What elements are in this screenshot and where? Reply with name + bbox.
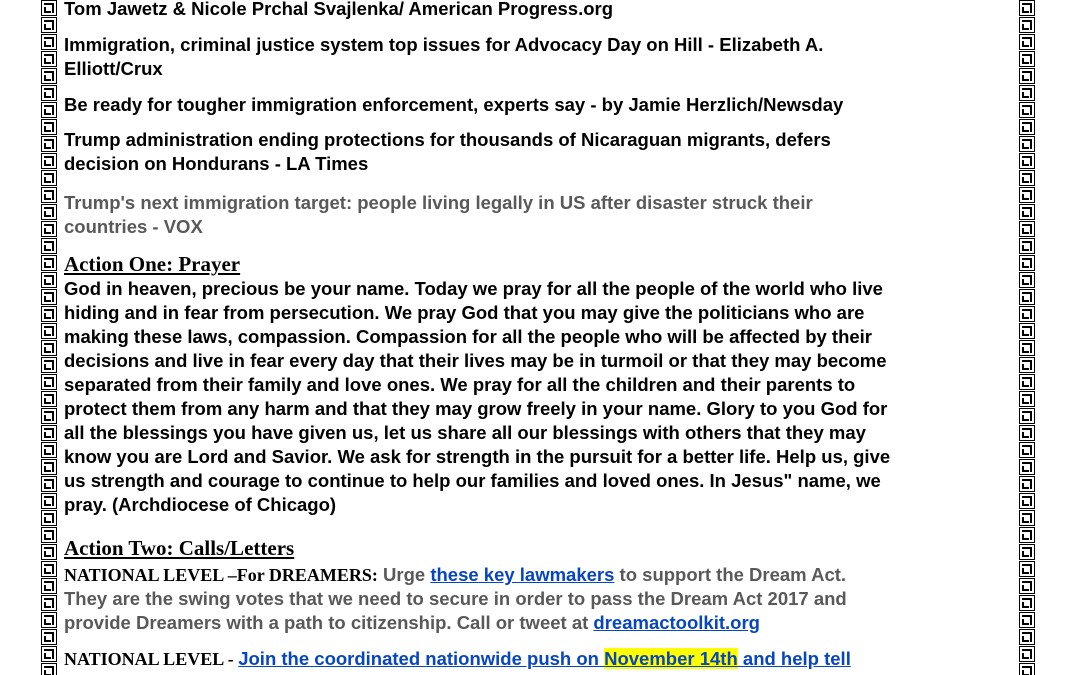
- border-key-tile: [1019, 612, 1035, 628]
- article-link-1[interactable]: Tom Jawetz & Nicole Prchal Svajlenka/ American Progress.org: [64, 0, 614, 19]
- border-key-tile: [1019, 272, 1035, 288]
- border-key-tile: [41, 0, 57, 16]
- border-key-tile: [41, 544, 57, 560]
- border-key-tile: [1019, 425, 1035, 441]
- border-key-tile: [1019, 493, 1035, 509]
- border-key-tile: [1019, 187, 1035, 203]
- border-key-tile: [1019, 527, 1035, 543]
- article-link-3[interactable]: Be ready for tougher immigration enforcement, experts say - by Jamie Herzlich/Newsday: [64, 94, 844, 115]
- nationwide-push-link[interactable]: [238, 648, 851, 669]
- article-link-5-line-2: countries - VOX: [64, 216, 203, 237]
- national-level-line: [64, 647, 851, 671]
- border-key-tile: [1019, 306, 1035, 322]
- prayer-line: know you are Lord and Savior. We ask for strength in the pursuit for a better life. Help us, give: [64, 446, 891, 467]
- border-key-tile: [41, 459, 57, 475]
- action-one-heading: Action One: Prayer: [64, 252, 241, 276]
- border-key-tile: [41, 629, 57, 645]
- prayer-line: God in heaven, precious be your name. Today we pray for all the people of the world who live: [64, 278, 883, 299]
- border-key-tile: [1019, 204, 1035, 220]
- border-key-tile: [41, 578, 57, 594]
- article-link-4[interactable]: [64, 128, 831, 176]
- border-key-tile: [1019, 476, 1035, 492]
- border-key-tile: [41, 85, 57, 101]
- border-key-tile: [1019, 544, 1035, 560]
- border-key-tile: [41, 153, 57, 169]
- border-key-tile: [1019, 0, 1035, 16]
- border-key-tile: [1019, 238, 1035, 254]
- prayer-line: decisions and live in fear every day that their lives may be in turmoil or that they may become: [64, 350, 887, 371]
- prayer-line: protect them from any harm and that they may grow freely in your name. Glory to you God for: [64, 398, 888, 419]
- nationwide-push-post: and help tell: [737, 648, 851, 669]
- border-key-tile: [1019, 255, 1035, 271]
- border-key-tile: [41, 272, 57, 288]
- border-key-tile: [1019, 340, 1035, 356]
- border-key-tile: [1019, 561, 1035, 577]
- border-key-tile: [1019, 323, 1035, 339]
- border-key-tile: [41, 255, 57, 271]
- border-key-tile: [1019, 442, 1035, 458]
- border-key-tile: [41, 612, 57, 628]
- dreamers-line-3: [64, 611, 847, 635]
- border-key-tile: [41, 425, 57, 441]
- border-key-tile: [41, 306, 57, 322]
- border-key-tile: [41, 187, 57, 203]
- border-key-tile: [41, 68, 57, 84]
- border-key-tile: [41, 34, 57, 50]
- border-key-tile: [41, 646, 57, 662]
- border-key-tile: [41, 238, 57, 254]
- border-key-tile: [1019, 357, 1035, 373]
- border-key-tile: [41, 391, 57, 407]
- border-key-tile: [1019, 17, 1035, 33]
- dreamers-line-3-text: provide Dreamers with a path to citizenship. Call or tweet at: [64, 612, 594, 633]
- dreamers-post: to support the Dream Act.: [614, 564, 847, 585]
- border-key-tile: [41, 340, 57, 356]
- border-key-tile: [1019, 102, 1035, 118]
- prayer-text: [64, 277, 890, 517]
- border-key-tile: [1019, 578, 1035, 594]
- key-lawmakers-link[interactable]: these key lawmakers: [430, 564, 615, 585]
- border-key-tile: [41, 442, 57, 458]
- border-key-tile: [1019, 391, 1035, 407]
- border-key-tile: [41, 476, 57, 492]
- prayer-line: pray. (Archdiocese of Chicago): [64, 494, 337, 515]
- prayer-line: us strength and courage to continue to help our families and loved ones. In Jesus" name, we: [64, 470, 881, 491]
- border-key-tile: [1019, 170, 1035, 186]
- article-link-5[interactable]: [64, 191, 813, 239]
- border-key-tile: [1019, 119, 1035, 135]
- border-key-tile: [41, 561, 57, 577]
- border-key-tile: [41, 357, 57, 373]
- border-key-tile: [41, 204, 57, 220]
- article-link-5-line-1: Trump's next immigration target: people living legally in US after disaster struck their: [64, 192, 813, 213]
- dreamactoolkit-link[interactable]: dreamactoolkit.org: [593, 612, 760, 633]
- border-key-tile: [41, 510, 57, 526]
- right-border: [1018, 0, 1038, 675]
- border-key-tile: [1019, 34, 1035, 50]
- border-key-tile: [41, 323, 57, 339]
- dreamers-line-1: [64, 563, 847, 587]
- border-key-tile: [41, 493, 57, 509]
- prayer-line: all the blessings you have given us, let us share all our blessings with others that they may: [64, 422, 866, 443]
- border-key-tile: [41, 289, 57, 305]
- november-14-highlight: November 14th: [604, 648, 738, 669]
- border-key-tile: [41, 102, 57, 118]
- border-key-tile: [41, 374, 57, 390]
- border-key-tile: [41, 527, 57, 543]
- dreamers-line-2: They are the swing votes that we need to secure in order to pass the Dream Act 2017 and: [64, 588, 847, 609]
- nationwide-push-pre: Join the coordinated nationwide push on: [238, 648, 605, 669]
- border-key-tile: [1019, 85, 1035, 101]
- border-key-tile: [41, 595, 57, 611]
- left-border: [40, 0, 60, 675]
- border-key-tile: [41, 119, 57, 135]
- border-key-tile: [1019, 663, 1035, 675]
- border-key-tile: [1019, 51, 1035, 67]
- article-link-4-line-2: decision on Hondurans - LA Times: [64, 153, 369, 174]
- border-key-tile: [1019, 153, 1035, 169]
- article-link-2-line-1: Immigration, criminal justice system top issues for Advocacy Day on Hill - Elizabeth A.: [64, 34, 824, 55]
- border-key-tile: [41, 221, 57, 237]
- border-key-tile: [1019, 510, 1035, 526]
- border-key-tile: [1019, 595, 1035, 611]
- border-key-tile: [41, 136, 57, 152]
- border-key-tile: [1019, 289, 1035, 305]
- border-key-tile: [1019, 136, 1035, 152]
- border-key-tile: [1019, 646, 1035, 662]
- article-link-4-line-1: Trump administration ending protections for thousands of Nicaraguan migrants, defers: [64, 129, 831, 150]
- dreamers-paragraph: [64, 563, 847, 635]
- prayer-line: making these laws, compassion. Compassion for all the people who will be affected by their: [64, 326, 873, 347]
- prayer-line: hiding and in fear from persecution. We pray God that you may give the politicians who are: [64, 302, 865, 323]
- border-key-tile: [41, 408, 57, 424]
- article-link-2-line-2: Elliott/Crux: [64, 58, 163, 79]
- prayer-line: separated from their family and love ones. We pray for all the children and their parents to: [64, 374, 856, 395]
- border-key-tile: [1019, 374, 1035, 390]
- border-key-tile: [41, 17, 57, 33]
- border-key-tile: [1019, 459, 1035, 475]
- border-key-tile: [41, 170, 57, 186]
- border-key-tile: [1019, 629, 1035, 645]
- border-key-tile: [1019, 408, 1035, 424]
- dreamers-label: NATIONAL LEVEL –For DREAMERS:: [64, 565, 378, 585]
- article-link-2[interactable]: [64, 33, 823, 81]
- dreamers-pre: Urge: [377, 564, 431, 585]
- border-key-tile: [41, 663, 57, 675]
- action-two-heading: Action Two: Calls/Letters: [64, 536, 295, 560]
- national-level-label: NATIONAL LEVEL -: [64, 649, 239, 669]
- border-key-tile: [41, 51, 57, 67]
- border-key-tile: [1019, 221, 1035, 237]
- border-key-tile: [1019, 68, 1035, 84]
